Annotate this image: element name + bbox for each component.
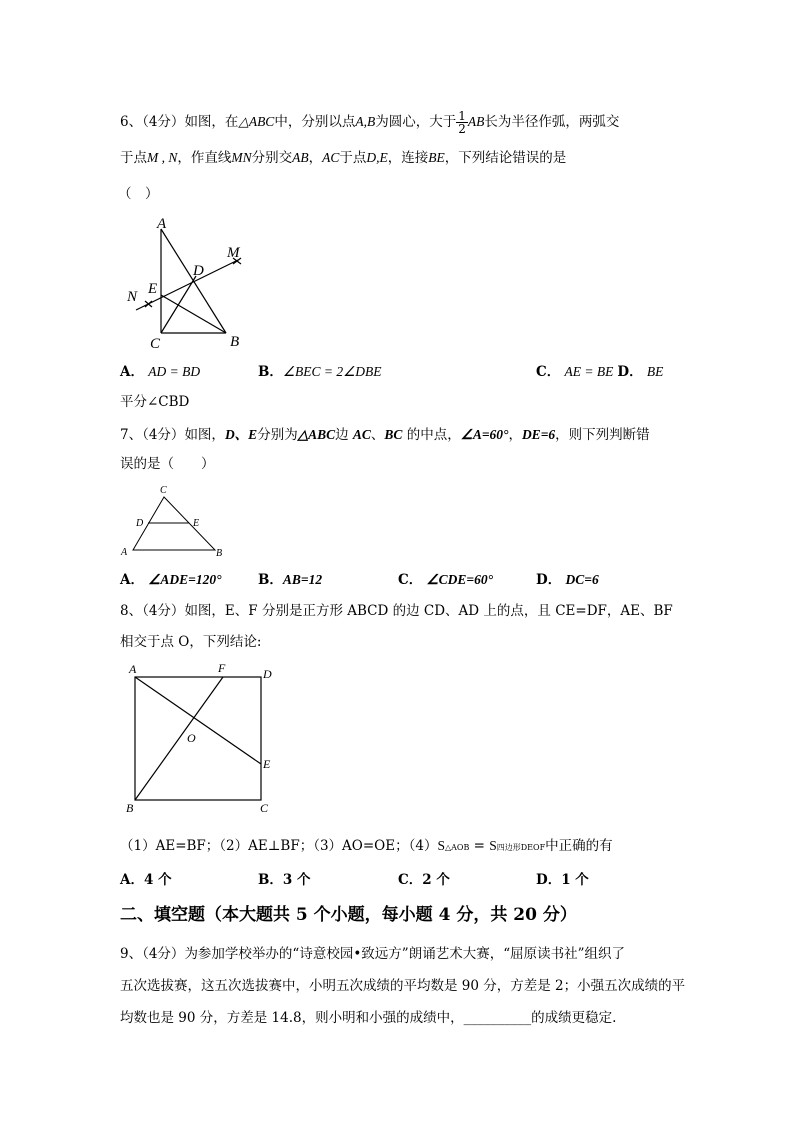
- math: D,E: [366, 150, 388, 165]
- math: AB: [467, 114, 485, 129]
- label-D: D: [136, 518, 144, 529]
- text: ，: [308, 150, 323, 166]
- q7-line2: 误的是（ ）: [120, 456, 215, 472]
- q7-option-a: A． ∠ADE=120°: [120, 572, 222, 588]
- text: ，作直线: [177, 150, 232, 166]
- label-D: D: [263, 667, 272, 681]
- q8-option-b: B．3 个: [258, 872, 311, 888]
- q9-line3: 均数也是 90 分，方差是 14.8，则小明和小强的成绩中，__________的成绩更稳定.: [120, 1010, 617, 1026]
- text: 于点: [120, 150, 147, 166]
- label-E: E: [263, 757, 271, 771]
- label-E: E: [193, 518, 200, 529]
- q6-option-d-cont: 平分∠CBD: [120, 394, 190, 410]
- label-A: A: [129, 662, 137, 676]
- label-M: M: [227, 245, 240, 261]
- label-C: C: [160, 485, 167, 496]
- text: 如图，在: [184, 114, 239, 130]
- math: AB: [292, 150, 309, 165]
- label-N: N: [127, 289, 138, 305]
- label-O: O: [187, 731, 196, 745]
- label-E: E: [148, 281, 158, 297]
- label-C: C: [150, 336, 161, 352]
- answer-paren: （ ）: [118, 186, 159, 202]
- label-C: C: [260, 801, 269, 815]
- label-B: B: [230, 334, 240, 350]
- q8-option-d: D．1 个: [536, 872, 589, 888]
- label-D: D: [193, 263, 204, 279]
- q7-line1: 7、（4分）如图，D、E分别为△ABC边 AC、BC 的中点，∠A=60°，DE=6，则下列判断错: [120, 427, 650, 443]
- math: AC: [322, 150, 340, 165]
- q7-option-b: B．AB=12: [258, 572, 323, 588]
- q6-option-a: A． AD = BD: [120, 364, 201, 380]
- text: 分别交: [251, 150, 293, 166]
- math: △ABC: [238, 114, 275, 129]
- question-number: 6、: [120, 114, 143, 130]
- q6-option-b: B．∠BEC = 2∠DBE: [258, 364, 382, 380]
- q8-line2: 相交于点 O，下列结论:: [120, 634, 262, 650]
- math: M , N: [147, 150, 178, 165]
- text: 长为半径作弧，两弧交: [484, 114, 620, 130]
- score: （4分）: [142, 114, 185, 130]
- q9-line1: 9、（4分）为参加学校举办的“诗意校园•致远方”朗诵艺术大赛，“屈原读书社”组织了: [120, 946, 626, 962]
- label-B: B: [216, 548, 223, 559]
- text: ，下列结论错误的是: [444, 150, 567, 166]
- q7-option-c: C． ∠CDE=60°: [398, 572, 493, 588]
- label-A: A: [157, 216, 167, 232]
- math: A,B: [355, 114, 376, 129]
- math: BE: [428, 150, 445, 165]
- section-title: 二、填空题（本大题共 5 个小题，每小题 4 分，共 20 分）: [120, 905, 577, 925]
- question-number: 7、: [120, 427, 143, 443]
- text: 为圆心，大于: [375, 114, 457, 130]
- text: 于点: [339, 150, 367, 166]
- label-B: B: [126, 801, 134, 815]
- fraction-half: $\frac{1}{2}$: [458, 109, 466, 136]
- text: 中，分别以点: [274, 114, 356, 130]
- answer-blank[interactable]: __________: [463, 1010, 532, 1026]
- q8-line1: 8、（4分）如图，E、F 分别是正方形 ABCD 的边 CD、AD 上的点，且 CE=DF，AE、BF: [120, 603, 673, 619]
- q9-line2: 五次选拔赛，这五次选拔赛中，小明五次成绩的平均数是 90 分，方差是 2；小强五次成绩的平: [120, 978, 686, 994]
- q6-option-c: C． AE = BE D． BE: [536, 364, 664, 380]
- q8-conclusions: （1）AE=BF；（2）AE⊥BF；（3）AO=OE；（4）S△AOB = S四边形DEOF中正确的有: [120, 838, 613, 854]
- q8-option-c: C．2 个: [398, 872, 450, 888]
- score: （4分）: [142, 427, 185, 443]
- label-A: A: [121, 547, 128, 558]
- q7-option-d: D． DC=6: [536, 572, 599, 588]
- math: MN: [231, 150, 252, 165]
- label-F: F: [218, 661, 226, 675]
- text: ，连接: [387, 150, 429, 166]
- q8-option-a: A．4 个: [120, 872, 172, 888]
